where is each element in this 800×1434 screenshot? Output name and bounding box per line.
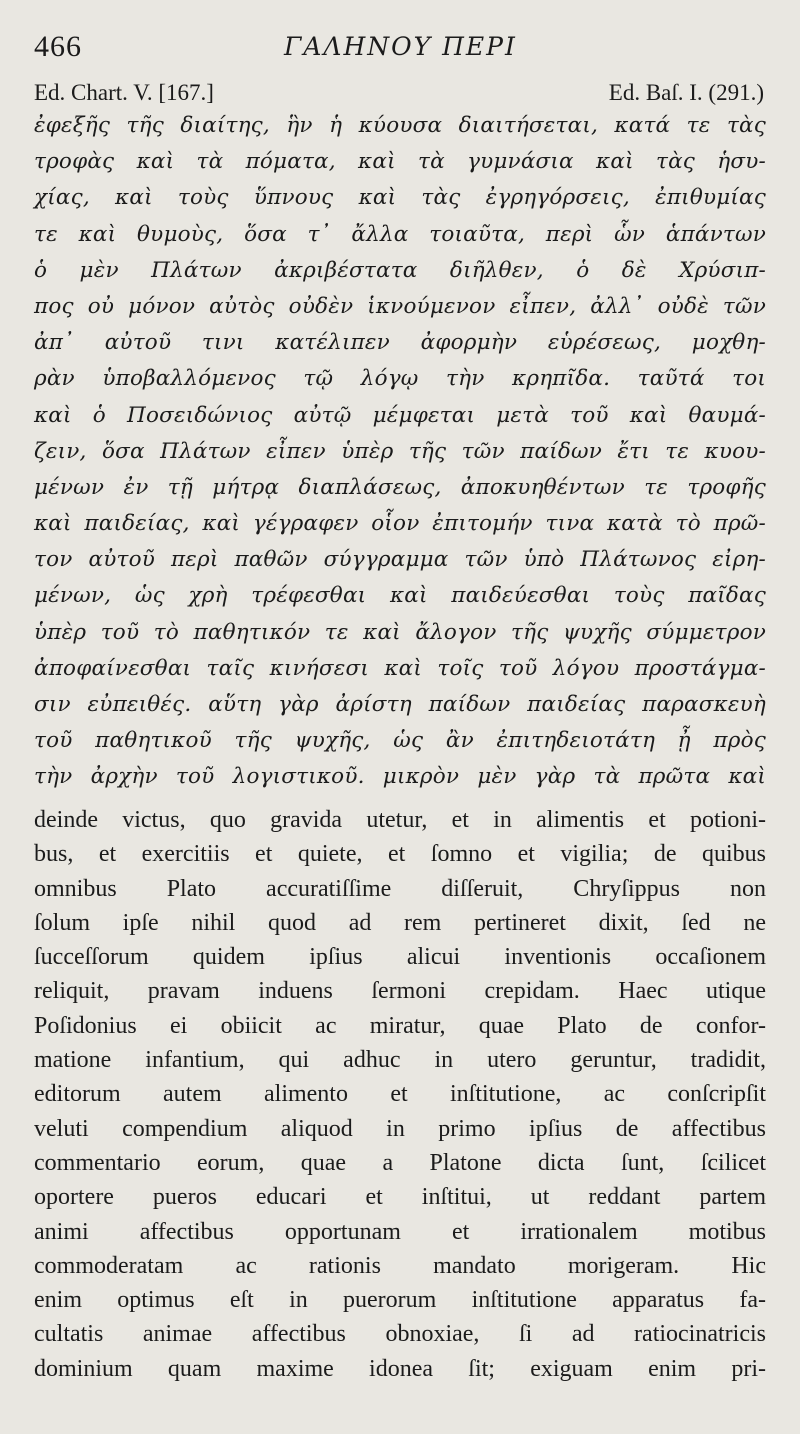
- latin-text-line: cultatis animae affectibus obnoxiae, ſi ad ratiocinatricis: [34, 1321, 766, 1348]
- edition-reference-chart: Ed. Chart. V. [167.]: [34, 80, 214, 105]
- latin-text-line: enim optimus eſt in puerorum inſtitutione apparatus fa-: [34, 1287, 766, 1314]
- latin-text-line: oportere pueros educari et inſtitui, ut reddant partem: [34, 1184, 766, 1211]
- greek-text-line: ἀπ᾽ αὐτοῦ τινι κατέλιπεν ἀφορμὴν εὑρέσεως, μοχθη-: [34, 330, 766, 356]
- edition-reference-basel: Ed. Baſ. I. (291.): [608, 80, 764, 105]
- greek-text-line: πος οὐ μόνον αὐτὸς οὐδὲν ἱκνούμενον εἶπεν, ἀλλ᾽ οὐδὲ τῶν: [34, 293, 766, 319]
- running-title: ΓΑΛΗΝΟΥ ΠΕΡΙ: [284, 32, 517, 61]
- greek-text-line: σιν εὐπειθές. αὕτη γὰρ ἀρίστη παίδων παιδείας παρασκευὴ: [34, 692, 766, 717]
- latin-text-block: [34, 803, 766, 1386]
- greek-text-line: καὶ ὁ Ποσειδώνιος αὐτῷ μέμφεται μετὰ τοῦ καὶ θαυμά-: [34, 402, 766, 428]
- latin-text-line: animi affectibus opportunam et irrationalem motibus: [34, 1218, 766, 1245]
- greek-text-line: καὶ παιδείας, καὶ γέγραφεν οἷον ἐπιτομήν τινα κατὰ τὸ πρῶ-: [34, 511, 766, 537]
- greek-text-line: ὑπὲρ τοῦ τὸ παθητικόν τε καὶ ἄλογον τῆς ψυχῆς σύμμετρον: [34, 619, 766, 645]
- greek-text-line: τοῦ παθητικοῦ τῆς ψυχῆς, ὡς ἂν ἐπιτηδειοτάτη ᾖ πρὸς: [34, 728, 766, 754]
- page-header: [34, 30, 764, 70]
- greek-text-line: τὴν ἀρχὴν τοῦ λογιστικοῦ. μικρὸν μὲν γὰρ τὰ πρῶτα καὶ: [34, 764, 766, 790]
- latin-text-line: bus, et exercitiis et quiete, et ſomno et vigilia; de quibus: [34, 841, 766, 868]
- latin-text-line: matione infantium, qui adhuc in utero geruntur, tradidit,: [34, 1047, 766, 1074]
- greek-text-line: τον αὐτοῦ περὶ παθῶν σύγγραμμα τῶν ὑπὸ Πλάτωνος εἰρη-: [34, 547, 766, 573]
- latin-text-line: ſucceſſorum quidem ipſius alicui inventionis occaſionem: [34, 944, 766, 971]
- greek-text-line: ἐφεξῆς τῆς διαίτης, ἣν ἡ κύουσα διαιτήσεται, κατά τε τὰς: [34, 113, 766, 138]
- latin-text-line: Poſidonius ei obiicit ac miratur, quae Plato de confor-: [34, 1012, 766, 1039]
- greek-text-line: ρὰν ὑποβαλλόμενος τῷ λόγῳ τὴν κρηπῖδα. ταῦτά τοι: [34, 366, 766, 392]
- page-number: 466: [34, 30, 82, 63]
- latin-text-line: omnibus Plato accuratiſſime diſſeruit, Chryſippus non: [34, 875, 766, 902]
- latin-text-line: reliquit, pravam induens ſermoni crepidam. Haec utique: [34, 978, 766, 1005]
- latin-text-line: editorum autem alimento et inſtitutione, ac conſcripſit: [34, 1081, 766, 1108]
- greek-text-line: μένων ἐν τῇ μήτρᾳ διαπλάσεως, ἀποκυηθέντων τε τροφῆς: [34, 474, 766, 500]
- latin-text-line: veluti compendium aliquod in primo ipſius de affectibus: [34, 1115, 766, 1142]
- greek-text-block: [34, 108, 766, 796]
- latin-text-line: ſolum ipſe nihil quod ad rem pertineret dixit, ſed ne: [34, 909, 766, 936]
- greek-text-line: τροφὰς καὶ τὰ πόματα, καὶ τὰ γυμνάσια καὶ τὰς ἡσυ-: [34, 149, 766, 175]
- greek-text-line: ὁ μὲν Πλάτων ἀκριβέστατα διῆλθεν, ὁ δὲ Χρύσιπ-: [34, 257, 766, 283]
- latin-text-line: commoderatam ac rationis mandato morigeram. Hic: [34, 1252, 766, 1279]
- greek-text-line: χίας, καὶ τοὺς ὕπνους καὶ τὰς ἐγρηγόρσεις, ἐπιθυμίας: [34, 185, 766, 211]
- greek-text-line: ζειν, ὅσα Πλάτων εἶπεν ὑπὲρ τῆς τῶν παίδων ἔτι τε κυου-: [34, 438, 766, 464]
- greek-text-line: τε καὶ θυμοὺς, ὅσα τ᾽ ἄλλα τοιαῦτα, περὶ ὧν ἁπάντων: [34, 221, 766, 247]
- greek-text-line: ἀποφαίνεσθαι ταῖς κινήσεσι καὶ τοῖς τοῦ λόγου προστάγμα-: [34, 655, 766, 681]
- latin-text-line: dominium quam maxime idonea ſit; exiguam enim pri-: [34, 1355, 766, 1382]
- greek-text-line: μένων, ὡς χρὴ τρέφεσθαι καὶ παιδεύεσθαι τοὺς παῖδας: [34, 583, 766, 609]
- latin-text-line: commentario eorum, quae a Platone dicta ſunt, ſcilicet: [34, 1149, 766, 1176]
- latin-text-line: deinde victus, quo gravida utetur, et in alimentis et potioni-: [34, 807, 766, 833]
